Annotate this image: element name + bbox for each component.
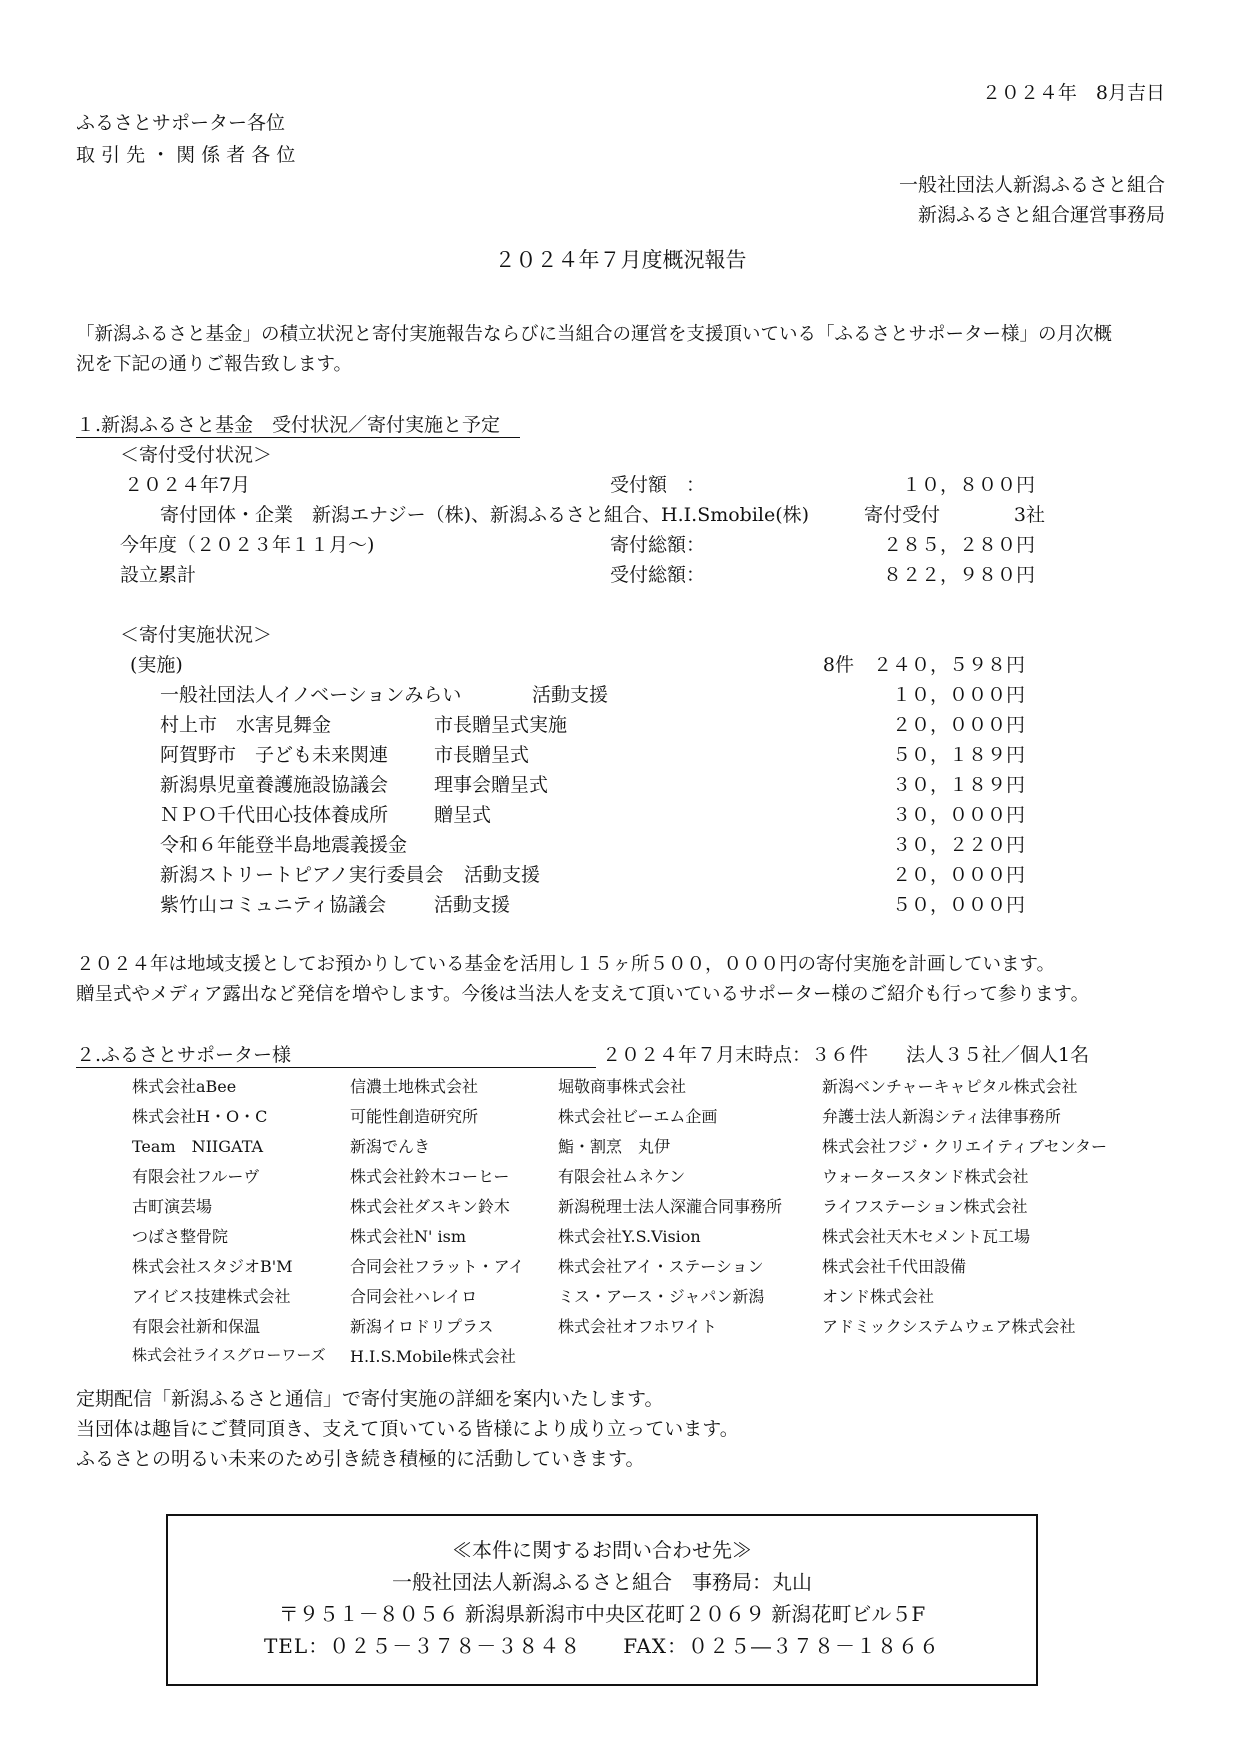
plan-line-2: 贈呈式やメディア露出など発信を増やします。今後は当法人を支えて頂いているサポーター様のご紹介も行って参ります。 — [76, 984, 1090, 1005]
supporter-item: Team NIIGATA — [132, 1137, 264, 1156]
supporter-item: 新潟でんき — [350, 1137, 431, 1156]
donors-key: 寄付受付 — [864, 504, 941, 526]
donation-amount: １０，０００円 — [891, 684, 1025, 706]
donation-amount: ２０，０００円 — [891, 714, 1025, 736]
contact-phone: TEL：０２５－３７８－３８４８ FAX：０２５―３７８－１８６６ — [263, 1634, 941, 1658]
supporter-item: アドミックシステムウェア株式会社 — [822, 1317, 1076, 1336]
donation-org: 紫竹山コミュニティ協議会 — [160, 894, 387, 916]
supporter-item: 古町演芸場 — [132, 1197, 213, 1216]
cumulative-key: 受付総額： — [610, 564, 706, 586]
intro-line-2: 況を下記の通りご報告致します。 — [76, 354, 353, 375]
supporter-item: 有限会社ムネケン — [558, 1167, 686, 1186]
section1-heading: １.新潟ふるさと基金 受付状況／寄付実施と予定 — [76, 410, 520, 438]
supporter-item: 株式会社ライスグローワーズ — [132, 1346, 326, 1364]
receipt-heading: ＜寄付受付状況＞ — [120, 444, 273, 466]
supporter-item: 株式会社鈴木コーヒー — [350, 1167, 510, 1186]
supporter-item: 合同会社フラット・アイ — [350, 1257, 525, 1276]
supporter-count: ２０２４年７月末時点：３６件 法人３５社／個人1名 — [602, 1044, 1090, 1066]
recipient-2: 取 引 先 ・ 関 係 者 各 位 — [76, 144, 296, 166]
supporter-item: 株式会社Y.S.Vision — [558, 1227, 701, 1246]
supporter-item: 有限会社新和保温 — [132, 1317, 261, 1336]
closing-line-1: 定期配信「新潟ふるさと通信」で寄付実施の詳細を案内いたします。 — [76, 1388, 664, 1410]
donation-purpose: 活動支援 — [434, 894, 511, 916]
donation-amount: ５０，０００円 — [891, 894, 1025, 916]
contact-box — [166, 1514, 1038, 1686]
supporter-item: 株式会社千代田設備 — [822, 1257, 967, 1276]
month-value: １０，８００円 — [901, 474, 1035, 496]
donation-org: 新潟ストリートピアノ実行委員会 — [160, 864, 444, 886]
donors-text: 寄付団体・企業 新潟エナジー（株)、新潟ふるさと組合、H.I.Smobile(株) — [160, 504, 810, 526]
donation-org: 一般社団法人イノベーションみらい — [160, 684, 462, 706]
supporter-item: 株式会社N' ism — [350, 1227, 466, 1246]
closing-line-2: 当団体は趣旨にご賛同頂き、支えて頂いている皆様により成り立っています。 — [76, 1418, 739, 1440]
fiscal-key: 寄付総額： — [610, 534, 706, 556]
donation-purpose: 市長贈呈式実施 — [434, 714, 568, 736]
section2-heading: ２.ふるさとサポーター様 — [76, 1040, 596, 1068]
contact-org: 一般社団法人新潟ふるさと組合 事務局：丸山 — [392, 1570, 812, 1594]
donors-value: 3社 — [1013, 504, 1045, 526]
donation-org: 新潟県児童養護施設協議会 — [160, 774, 389, 796]
supporter-item: ライフステーション株式会社 — [822, 1197, 1028, 1216]
supporter-item: 新潟ベンチャーキャピタル株式会社 — [822, 1077, 1078, 1096]
supporter-item: 株式会社オフホワイト — [558, 1317, 718, 1336]
supporter-item: つばさ整骨院 — [132, 1227, 229, 1246]
sender-org: 一般社団法人新潟ふるさと組合 — [898, 174, 1165, 196]
donation-purpose: 市長贈呈式 — [434, 744, 530, 766]
supporter-item: 株式会社aBee — [132, 1077, 237, 1096]
supporter-item: 新潟イロドリプラス — [350, 1317, 494, 1336]
supporter-item: ウォータースタンド株式会社 — [822, 1167, 1029, 1186]
donation-purpose: 理事会贈呈式 — [434, 774, 549, 796]
page-title: ２０２４年７月度概況報告 — [494, 248, 747, 272]
impl-total: 8件 ２４０，５９８円 — [822, 654, 1025, 676]
donation-purpose: 贈呈式 — [434, 804, 492, 826]
supporter-item: 新潟税理士法人深瀧合同事務所 — [558, 1197, 783, 1216]
donation-org: ＮＰＯ千代田心技体養成所 — [160, 804, 389, 826]
donation-amount: ５０，１８９円 — [891, 744, 1025, 766]
supporter-item: 有限会社フルーヴ — [132, 1167, 260, 1186]
closing-line-3: ふるさとの明るい未来のため引き続き積極的に活動していきます。 — [76, 1448, 645, 1470]
supporter-item: 鮨・割烹 丸伊 — [558, 1137, 671, 1156]
supporter-item: 堀敬商事株式会社 — [558, 1077, 687, 1096]
supporter-item: 株式会社アイ・ステーション — [558, 1257, 764, 1276]
donation-amount: ３０，１８９円 — [891, 774, 1025, 796]
supporter-item: 株式会社スタジオB'M — [132, 1257, 293, 1276]
donation-amount: ２０，０００円 — [891, 864, 1025, 886]
impl-label: (実施) — [130, 654, 183, 676]
supporter-item: 弁護士法人新潟シティ法律事務所 — [822, 1107, 1061, 1126]
cumulative-label: 設立累計 — [120, 564, 197, 586]
supporter-item: オンド株式会社 — [822, 1287, 935, 1306]
contact-address: 〒９５１－８０５６ 新潟県新潟市中央区花町２０６９ 新潟花町ビル５F — [278, 1602, 926, 1626]
supporter-item: アイビス技建株式会社 — [132, 1287, 291, 1306]
contact-heading: ≪本件に関するお問い合わせ先≫ — [452, 1538, 752, 1562]
intro-line-1: 「新潟ふるさと基金」の積立状況と寄付実施報告ならびに当組合の運営を支援頂いている「ふるさとサポーター様」の月次概 — [76, 324, 1113, 345]
supporter-item: ミス・アース・ジャパン新潟 — [558, 1287, 765, 1306]
supporter-item: 可能性創造研究所 — [350, 1107, 479, 1126]
supporter-item: 株式会社フジ・クリエイティブセンター — [822, 1137, 1107, 1156]
supporter-item: 株式会社H・O・C — [132, 1107, 268, 1126]
supporter-item: 信濃土地株式会社 — [350, 1077, 479, 1096]
supporter-item: 合同会社ハレイロ — [350, 1287, 478, 1306]
date: ２０２４年 8月吉日 — [981, 82, 1165, 104]
supporter-item: 株式会社天木セメント瓦工場 — [822, 1227, 1031, 1246]
donation-org: 阿賀野市 子ども未来関連 — [160, 744, 389, 766]
donation-purpose: 活動支援 — [464, 864, 541, 886]
supporter-item: 株式会社ダスキン鈴木 — [350, 1197, 510, 1216]
month-key: 受付額 ： — [610, 474, 706, 496]
fiscal-value: ２８５，２８０円 — [882, 534, 1035, 556]
plan-line-1: ２０２４年は地域支援としてお預かりしている基金を活用し１５ヶ所５００，０００円の寄付実施を計画しています。 — [76, 954, 1056, 975]
donation-org: 令和６年能登半島地震義援金 — [160, 834, 408, 856]
donation-amount: ３０，２２０円 — [891, 834, 1025, 856]
month-label: ２０２４年7月 — [124, 474, 251, 496]
donation-org: 村上市 水害見舞金 — [160, 714, 332, 736]
sender-office: 新潟ふるさと組合運営事務局 — [917, 204, 1165, 226]
fiscal-label: 今年度（２０２３年１１月～) — [120, 534, 375, 556]
recipient-1: ふるさとサポーター各位 — [76, 112, 286, 134]
impl-heading: ＜寄付実施状況＞ — [120, 624, 273, 646]
donation-purpose: 活動支援 — [532, 684, 609, 706]
supporter-item: 株式会社ビーエム企画 — [558, 1107, 718, 1126]
donation-amount: ３０，０００円 — [891, 804, 1025, 826]
supporter-item: H.I.S.Mobile株式会社 — [350, 1347, 516, 1366]
cumulative-value: ８２２，９８０円 — [882, 564, 1035, 586]
